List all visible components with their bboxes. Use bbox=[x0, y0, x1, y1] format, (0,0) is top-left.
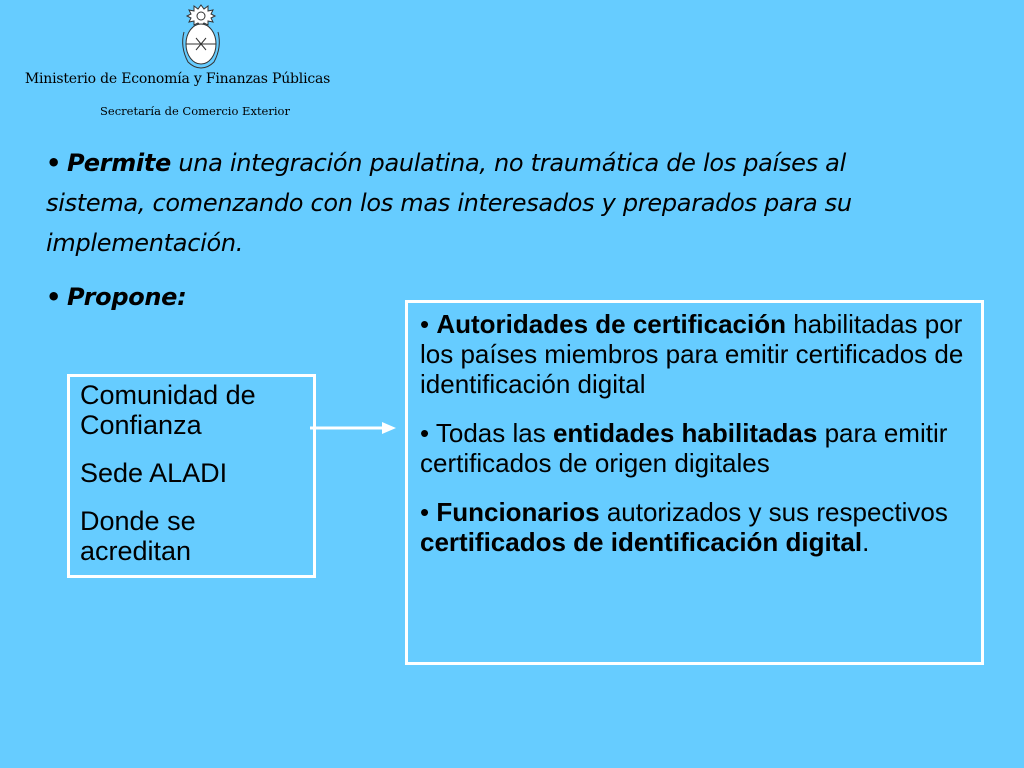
entities-pre: Todas las bbox=[429, 418, 553, 448]
right-box-item-officials bbox=[420, 497, 981, 557]
certificates-bold: certificados de identificación digital bbox=[420, 527, 863, 557]
coat-of-arms-icon bbox=[178, 2, 224, 72]
bullet-icon: • bbox=[420, 497, 430, 527]
officials-mid: autorizados y sus respectivos bbox=[599, 497, 948, 527]
bullet-icon: • bbox=[46, 283, 62, 311]
bullet-point-permite bbox=[46, 143, 906, 263]
certification-entities-box bbox=[405, 300, 984, 665]
authorities-bold: Autoridades de certificación bbox=[436, 309, 786, 339]
point1-bold: Permite bbox=[67, 149, 171, 177]
bullet-icon: • bbox=[420, 309, 430, 339]
bullet-icon: • bbox=[420, 418, 430, 448]
officials-bold: Funcionarios bbox=[436, 497, 600, 527]
secretariat-subtitle: Secretaría de Comercio Exterior bbox=[100, 104, 290, 118]
bullet-icon: • bbox=[46, 149, 62, 177]
left-box-item: Sede ALADI bbox=[80, 458, 228, 488]
left-box-item: Comunidad de Confianza bbox=[80, 380, 256, 440]
right-box-item-entities bbox=[420, 418, 981, 478]
point2-bold: Propone: bbox=[67, 283, 187, 311]
entities-bold: entidades habilitadas bbox=[552, 418, 818, 448]
point1-text: una integración paulatina, no traumática de los países al sistema, comenzando con los mas interesados y preparados para su implementación. bbox=[46, 149, 852, 257]
officials-end: . bbox=[862, 527, 870, 557]
authorities-text: habilitadas por los países miembros para emitir certificados de identificación digital bbox=[420, 309, 964, 399]
left-box-item: Donde se acreditan bbox=[80, 506, 196, 566]
arrow-right-icon bbox=[310, 420, 396, 436]
entities-text: para emitir certificados de origen digitales bbox=[420, 418, 948, 478]
ministry-title: Ministerio de Economía y Finanzas Públicas bbox=[24, 71, 331, 87]
right-box-item-authorities bbox=[420, 309, 981, 399]
trust-community-box bbox=[67, 374, 316, 578]
